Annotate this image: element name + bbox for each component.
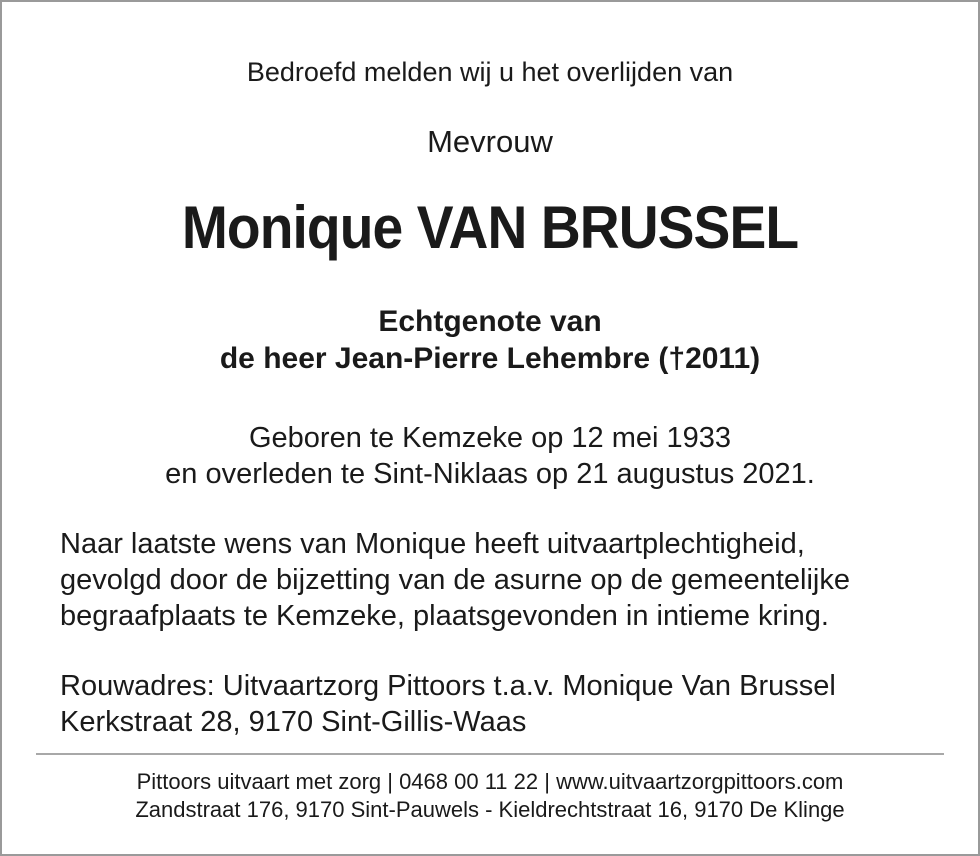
ceremony-paragraph: [60, 526, 940, 634]
mourning-address: [60, 668, 940, 740]
funeral-home-footer: [0, 768, 980, 824]
ceremony-line: gevolgd door de bijzetting van de asurne op de gemeentelijke: [60, 564, 850, 596]
deceased-name: Monique VAN BRUSSEL: [181, 194, 799, 261]
spouse-info: [0, 303, 980, 377]
life-dates: [0, 420, 980, 492]
address-line: Kerkstraat 28, 9170 Sint-Gillis-Waas: [60, 706, 527, 738]
honorific-title: Mevrouw: [427, 124, 553, 159]
ceremony-line: begraafplaats te Kemzeke, plaatsgevonden in intieme kring.: [60, 600, 829, 632]
died-line: en overleden te Sint-Niklaas op 21 augustus 2021.: [165, 458, 815, 490]
ceremony-line: Naar laatste wens van Monique heeft uitvaartplechtigheid,: [60, 528, 805, 560]
intro-text: Bedroefd melden wij u het overlijden van: [246, 57, 734, 87]
footer-address-line: Zandstraat 176, 9170 Sint-Pauwels - Kieldrechtstraat 16, 9170 De Klinge: [135, 797, 845, 822]
spouse-line-2: de heer Jean-Pierre Lehembre (†2011): [219, 342, 761, 375]
address-line: Rouwadres: Uitvaartzorg Pittoors t.a.v. Monique Van Brussel: [60, 670, 836, 702]
spouse-line-1: Echtgenote van: [378, 305, 602, 338]
footer-contact-line: Pittoors uitvaart met zorg | 0468 00 11 22 | www.uitvaartzorgpittoors.com: [136, 769, 844, 794]
footer-divider: [36, 753, 944, 755]
born-line: Geboren te Kemzeke op 12 mei 1933: [248, 422, 732, 454]
